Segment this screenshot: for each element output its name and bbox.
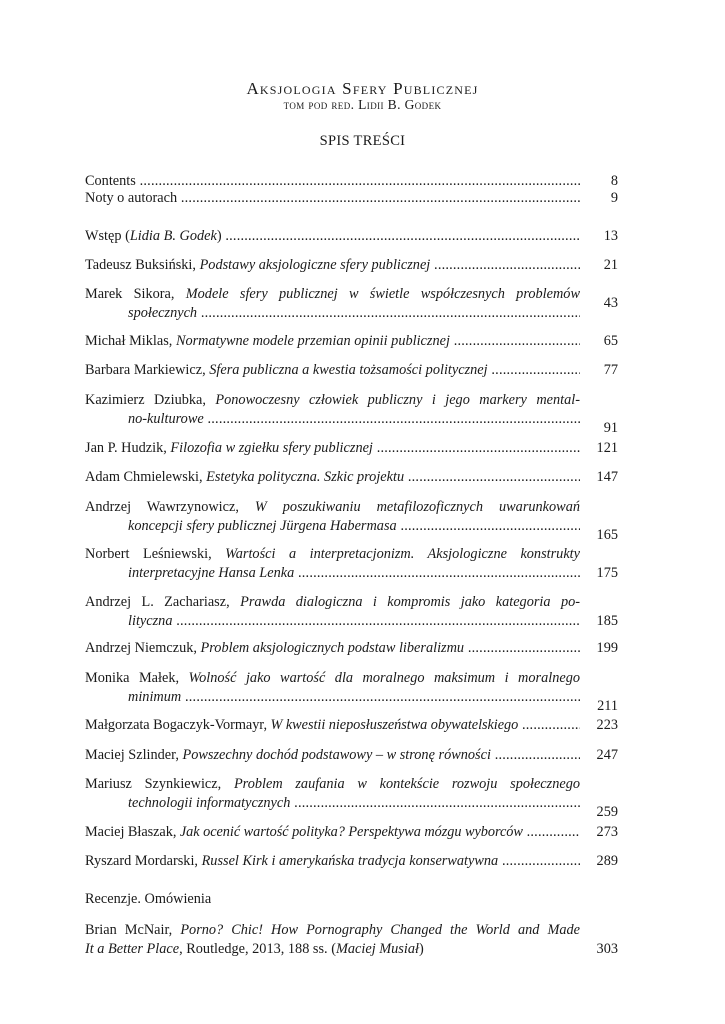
entry-title: W poszukiwaniu metafilozoficznych uwarunkowań: [254, 499, 580, 515]
page-number: 147: [596, 469, 618, 485]
page-number: 175: [596, 564, 618, 581]
entry-author: Barbara Markiewicz,: [85, 362, 206, 378]
entry-author: Maciej Błaszak,: [85, 824, 177, 840]
entry-author: Marek Sikora,: [85, 286, 175, 302]
entry-title: Wartości a interpretacjonizm. Aksjologiczne konstrukty: [225, 546, 580, 562]
page-number: 13: [603, 228, 618, 244]
entry-text: [85, 823, 580, 842]
entry-title: Ponowoczesny człowiek publiczny i jego markery mental-: [215, 392, 580, 408]
entry-text: [85, 775, 580, 794]
toc-entry[interactable]: [85, 468, 618, 487]
page-number: 211: [597, 697, 618, 714]
page-number: 121: [596, 440, 618, 456]
toc-entry[interactable]: [85, 716, 618, 735]
entry-text: [85, 593, 580, 612]
page-number: 303: [596, 940, 618, 957]
entry-text-cont: It a Better Place, Routledge, 2013, 188 ss. (Maciej Musiał): [85, 940, 424, 957]
toc-entry[interactable]: [85, 285, 618, 322]
page-number: 273: [596, 824, 618, 840]
entry-title: Problem aksjologicznych podstaw liberalizmu: [200, 640, 465, 656]
entry-title: Porno? Chic! How Pornography Changed the World and Made: [180, 922, 580, 938]
entry-title: Wolność jako wartość dla moralnego maksimum i moralnego: [188, 670, 580, 686]
entry-title: W kwestii nieposłuszeństwa obywatelskiego: [270, 717, 519, 733]
entry-text-cont: koncepcji sfery publicznej Jürgena Habermasa .....: [128, 517, 580, 536]
entry-title: Jak ocenić wartość polityka? Perspektywa mózgu wyborców: [179, 824, 523, 840]
entry-author: Małgorzata Bogaczyk-Vormayr,: [85, 717, 267, 733]
page-number: 185: [596, 612, 618, 629]
entry-title: Podstawy aksjologiczne sfery publicznej: [199, 257, 431, 273]
entry-title: Problem zaufania w kontekście rozwoju społecznego: [233, 776, 580, 792]
toc-entry[interactable]: [85, 361, 618, 380]
entry-text: [85, 498, 580, 517]
entry-title: Powszechny dochód podstawowy – w stronę równości: [182, 747, 491, 763]
toc-entry[interactable]: [85, 545, 618, 582]
entry-text: [85, 746, 580, 765]
toc-entry[interactable]: [85, 391, 618, 436]
entry-author: Kazimierz Dziubka,: [85, 392, 206, 408]
entry-text-cont: lityczna .....: [128, 612, 580, 631]
toc-entry-review[interactable]: [85, 921, 618, 958]
editor-name: Lidia B. Godek: [129, 228, 217, 244]
toc-entry-contents[interactable]: [85, 172, 618, 191]
toc-entry[interactable]: [85, 669, 618, 714]
entry-label: Noty o autorach .....: [85, 189, 580, 208]
entry-author: Jan P. Hudzik,: [85, 440, 167, 456]
toc-entry[interactable]: [85, 332, 618, 351]
page-number: 77: [603, 362, 618, 378]
entry-text: [85, 332, 580, 351]
toc-entry-notes[interactable]: [85, 189, 618, 208]
entry-text: [85, 639, 580, 658]
entry-title: Russel Kirk i amerykańska tradycja konserwatywna: [201, 853, 499, 869]
page-number: 65: [603, 333, 618, 349]
page-number: 21: [603, 257, 618, 273]
toc-entry[interactable]: [85, 498, 618, 543]
entry-text: [85, 921, 580, 940]
entry-text-cont: technologii informatycznych .....: [128, 794, 580, 813]
entry-author: Adam Chmielewski,: [85, 469, 203, 485]
toc-entry[interactable]: [85, 593, 618, 630]
reviews-heading: Recenzje. Omówienia: [85, 891, 212, 907]
page-number: 199: [596, 640, 618, 656]
book-subtitle: tom pod red. Lidii B. Godek: [283, 97, 442, 112]
entry-text-cont: no-kulturowe .....: [128, 410, 580, 429]
page-number: 223: [596, 717, 618, 733]
entry-text: [85, 256, 580, 275]
entry-text: [85, 361, 580, 380]
entry-text: [85, 716, 580, 735]
entry-author: Andrzej Niemczuk,: [85, 640, 197, 656]
entry-author: Brian McNair,: [85, 922, 173, 938]
entry-text: [85, 391, 580, 410]
entry-text-cont: społecznych .....: [128, 304, 580, 323]
entry-text: [85, 545, 580, 564]
entry-author: Norbert Leśniewski,: [85, 546, 212, 562]
page-number: 165: [596, 526, 618, 543]
page-number: 9: [610, 190, 618, 206]
entry-author: Andrzej Wawrzynowicz,: [85, 499, 239, 515]
book-title: Aksjologia Sfery Publicznej: [246, 79, 479, 98]
entry-author: Mariusz Szynkiewicz,: [85, 776, 222, 792]
toc-entry[interactable]: [85, 775, 618, 820]
reviewer-name: Maciej Musiał: [335, 940, 419, 957]
entry-author: Monika Małek,: [85, 670, 180, 686]
toc-entry[interactable]: [85, 256, 618, 275]
entry-text: [85, 439, 580, 458]
page-number: 289: [596, 853, 618, 869]
entry-author: Maciej Szlinder,: [85, 747, 179, 763]
entry-text: [85, 468, 580, 487]
entry-title: Filozofia w zgiełku sfery publicznej: [170, 440, 373, 456]
page-number: 8: [610, 173, 618, 189]
toc-heading: SPIS TREŚCI: [319, 133, 406, 149]
toc-entry[interactable]: [85, 639, 618, 658]
entry-text: [85, 852, 580, 871]
entry-title: Sfera publiczna a kwestia tożsamości politycznej: [209, 362, 488, 378]
entry-author: Andrzej L. Zachariasz,: [85, 594, 230, 610]
entry-author: Michał Miklas,: [85, 333, 173, 349]
entry-title: Prawda dialogiczna i kompromis jako kategoria po-: [240, 594, 580, 610]
toc-entry[interactable]: [85, 439, 618, 458]
entry-title: Normatywne modele przemian opinii publicznej: [175, 333, 450, 349]
entry-title: Modele sfery publicznej w świetle współczesnych problemów: [185, 286, 580, 302]
entry-text: [85, 285, 580, 304]
entry-text: [85, 669, 580, 688]
entry-author: Tadeusz Buksiński,: [85, 257, 196, 273]
page-number: 91: [603, 419, 618, 436]
entry-author: Ryszard Mordarski,: [85, 853, 198, 869]
entry-title: Estetyka polityczna. Szkic projektu: [206, 469, 405, 485]
entry-text-cont: interpretacyjne Hansa Lenka .....: [128, 564, 580, 583]
toc-entry-intro[interactable]: [85, 227, 618, 246]
page-number: 247: [596, 747, 618, 763]
entry-text-cont: minimum .....: [128, 688, 580, 707]
toc-entry[interactable]: [85, 852, 618, 871]
toc-entry[interactable]: [85, 823, 618, 842]
page-number: 259: [596, 803, 618, 820]
page-number: 43: [603, 295, 618, 311]
entry-label: Wstęp (Lidia B. Godek) .....: [85, 227, 580, 246]
toc-entry[interactable]: [85, 746, 618, 765]
entry-label: Contents .....: [85, 172, 580, 191]
